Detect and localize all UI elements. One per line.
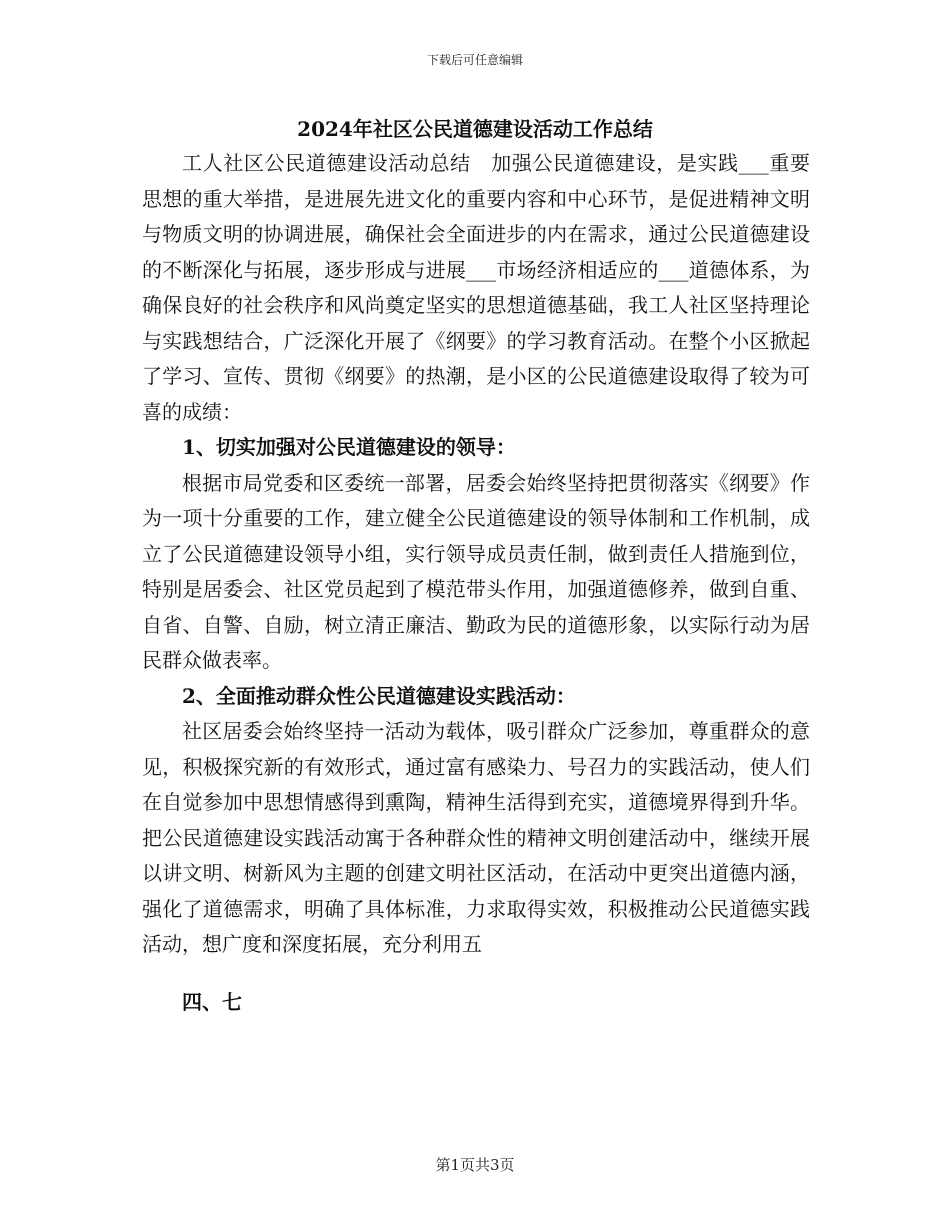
document-title: 2024年社区公民道德建设活动工作总结 (297, 117, 653, 141)
section-heading-2: 2、全面推动群众性公民道德建设实践活动： (182, 683, 576, 708)
page-header-note: 下载后可任意编辑 (426, 53, 523, 67)
document-body (142, 146, 810, 1020)
page-footer-number: 第1页共3页 (435, 1156, 515, 1174)
section-2-paragraph: 社区居委会始终坚持一活动为载体，吸引群众广泛参加，尊重群众的意见，积极探究新的有效形式，通过富有感染力、号召力的实践活动，使人们在自觉参加中思想情感得到熏陶，精神生活得到充实，道德境界得到升华。把公民道德建设实践活动寓于各种群众性的精神文明创建活动中，继续开展以讲文明、树新风为主题的创建文明社区活动，在活动中更突出道德内涵，强化了道德需求，明确了具体标准，力求取得实效，积极推动公民道德实践活动，想广度和深度拓展，充分利用五 (142, 719, 810, 956)
section-heading-3: 四、七 (182, 989, 242, 1014)
intro-paragraph: 工人社区公民道德建设活动总结 加强公民道德建设，是实践___重要思想的重大举措，是进展先进文化的重要内容和中心环节，是促进精神文明与物质文明的协调进展，确保社会全面进步的内在需求，通过公民道德建设的不断深化与拓展，逐步形成与进展___市场经济相适应的___道德体系，为确保良好的社会秩序和风尚奠定坚实的思想道德基础，我工人社区坚持理论与实践想结合，广泛深化开展了《纲要》的学习教育活动。在整个小区掀起了学习、宣传、贯彻《纲要》的热潮，是小区的公民道德建设取得了较为可喜的成绩： (142, 151, 810, 424)
section-heading-1: 1、切实加强对公民道德建设的领导： (182, 435, 516, 459)
section-1-paragraph: 根据市局党委和区委统一部署，居委会始终坚持把贯彻落实《纲要》作为一项十分重要的工作，建立健全公民道德建设的领导体制和工作机制，成立了公民道德建设领导小组，实行领导成员责任制，做到责任人措施到位，特别是居委会、社区党员起到了模范带头作用，加强道德修养，做到自重、自省、自警、自励，树立清正廉洁、勤政为民的道德形象，以实际行动为居民群众做表率。 (142, 470, 810, 672)
